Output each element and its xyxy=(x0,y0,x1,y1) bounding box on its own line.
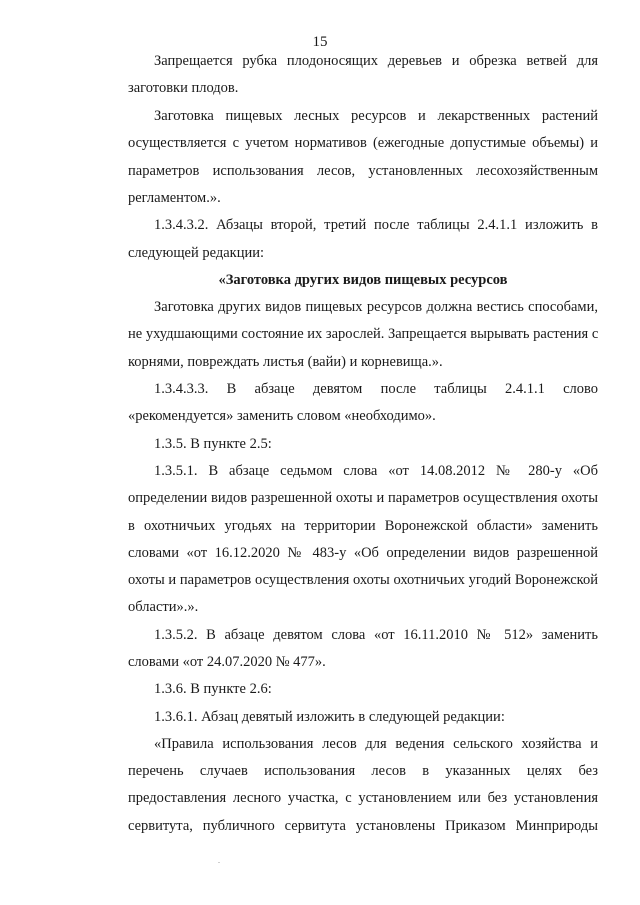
text-line: 1.3.5.1. В абзаце седьмом слова «от 14.08.2012 № 280-у «Об xyxy=(154,463,598,479)
text-line: предоставления лесного участка, с установлением или без установления xyxy=(128,790,598,806)
text-line: 1.3.6.1. Абзац девятый изложить в следующей редакции: xyxy=(154,709,505,725)
text-line: 1.3.5.2. В абзаце девятом слова «от 16.11.2010 № 512» заменить xyxy=(154,627,598,643)
text-line: «рекомендуется» заменить словом «необходимо». xyxy=(128,408,436,424)
page-number: 15 xyxy=(312,34,328,50)
text-line: параметров использования лесов, установленных лесохозяйственным xyxy=(128,163,598,179)
text-line: 1.3.6. В пункте 2.6: xyxy=(154,681,272,697)
text-line: не ухудшающими состояние их зарослей. Запрещается вырывать растения с xyxy=(128,326,599,342)
text-line: 1.3.5. В пункте 2.5: xyxy=(154,436,272,452)
text-line: перечень случаев использования лесов в указанных целях без xyxy=(128,763,598,779)
text-line: словами «от 24.07.2020 № 477». xyxy=(128,654,326,670)
text-line: Заготовка других видов пищевых ресурсов должна вестись способами, xyxy=(154,299,598,315)
text-line: следующей редакции: xyxy=(128,245,265,261)
text-line: области».». xyxy=(128,599,199,615)
text-line: регламентом.». xyxy=(128,190,221,206)
text-line: сервитута, публичного сервитута установлены Приказом Минприроды xyxy=(128,818,598,834)
text-line: 1.3.4.3.3. В абзаце девятом после таблицы 2.4.1.1 слово xyxy=(154,381,598,397)
scan-speck xyxy=(218,862,220,863)
text-line: Заготовка пищевых лесных ресурсов и лекарственных растений xyxy=(154,108,598,124)
text-line: осуществляется с учетом нормативов (ежегодные допустимые объемы) и xyxy=(128,135,598,151)
text-line: 1.3.4.3.2. Абзацы второй, третий после таблицы 2.4.1.1 изложить в xyxy=(154,217,598,233)
text-line: заготовки плодов. xyxy=(128,80,239,96)
text-line: словами «от 16.12.2020 № 483-у «Об определении видов разрешенной xyxy=(128,545,598,561)
text-line: Запрещается рубка плодоносящих деревьев и обрезка ветвей для xyxy=(154,53,598,69)
text-line: определении видов разрешенной охоты и параметров осуществления охоты xyxy=(128,490,598,506)
text-line: «Правила использования лесов для ведения сельского хозяйства и xyxy=(154,736,598,752)
text-line: в охотничьих угодьях на территории Воронежской области» заменить xyxy=(128,518,598,534)
section-heading: «Заготовка других видов пищевых ресурсов xyxy=(218,272,508,288)
text-line: охоты и параметров осуществления охоты охотничьих угодий Воронежской xyxy=(128,572,598,588)
text-line: корнями, повреждать листья (вайи) и корневища.». xyxy=(128,354,443,370)
